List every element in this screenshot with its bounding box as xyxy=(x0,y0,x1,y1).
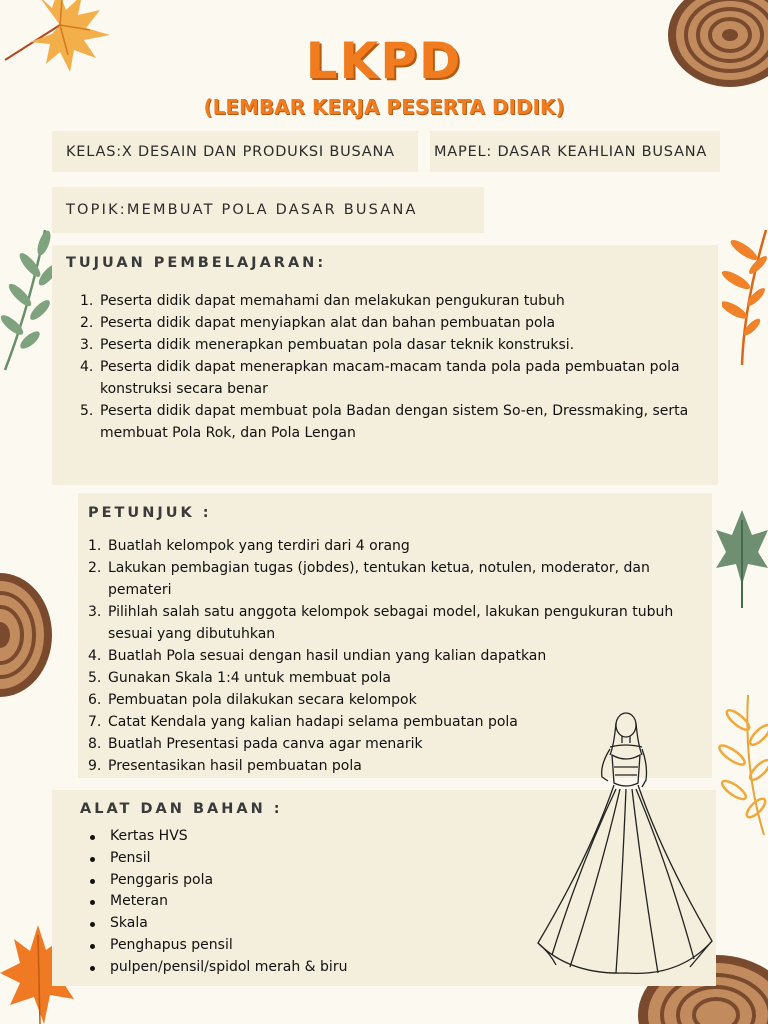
tujuan-section xyxy=(52,245,718,485)
gown-illustration xyxy=(530,705,715,985)
fern-leaf-icon xyxy=(0,225,55,375)
kelas-text: KELAS:X DESAIN DAN PRODUKSI BUSANA xyxy=(66,143,395,160)
list-item: Kertas HVS xyxy=(80,826,716,848)
list-item: 5. Peserta didik dapat membuat pola Badan dengan sistem So-en, Dressmaking, serta membuat Pola Rok, dan Pola Lengan xyxy=(80,403,689,441)
list-item: 9. Presentasikan hasil pembuatan pola xyxy=(88,758,362,774)
page-subtitle: (LEMBAR KERJA PESERTA DIDIK) xyxy=(203,95,565,119)
tujuan-heading: TUJUAN PEMBELAJARAN: xyxy=(66,255,327,271)
page-title: LKPD xyxy=(305,32,463,90)
list-item: Pensil xyxy=(80,848,716,870)
list-item: 4. Peserta didik dapat menerapkan macam-macam tanda pola pada pembuatan pola konstruksi secara benar xyxy=(80,359,680,397)
list-item: 2. Peserta didik dapat menyiapkan alat dan bahan pembuatan pola xyxy=(80,315,556,331)
list-item: 6. Pembuatan pola dilakukan secara kelompok xyxy=(88,692,417,708)
list-item: 1. Buatlah kelompok yang terdiri dari 4 orang xyxy=(88,538,410,554)
mapel-box xyxy=(430,131,720,172)
yellow-fern-icon xyxy=(714,690,768,840)
list-item: 1. Peserta didik dapat memahami dan melakukan pengukuran tubuh xyxy=(80,293,565,309)
list-item: 4. Buatlah Pola sesuai dengan hasil undian yang kalian dapatkan xyxy=(88,648,547,664)
topik-text: TOPIK:MEMBUAT POLA DASAR BUSANA xyxy=(66,202,418,218)
tujuan-list xyxy=(66,290,718,444)
list-item: 5. Gunakan Skala 1:4 untuk membuat pola xyxy=(88,670,391,686)
green-leaf-icon xyxy=(712,500,768,610)
list-item: Penghapus pensil xyxy=(80,935,716,957)
wood-slice-icon xyxy=(0,570,55,700)
orange-fern-icon xyxy=(722,225,768,370)
petunjuk-heading: PETUNJUK : xyxy=(88,505,212,521)
list-item: 3. Pilihlah salah satu anggota kelompok sebagai model, lakukan pengukuran tubuh sesuai yang dibutuhkan xyxy=(88,604,674,642)
topik-box xyxy=(52,187,484,233)
list-item: 8. Buatlah Presentasi pada canva agar menarik xyxy=(88,736,423,752)
alat-heading: ALAT DAN BAHAN : xyxy=(80,801,283,817)
list-item: 7. Catat Kendala yang kalian hadapi selama pembuatan pola xyxy=(88,714,518,730)
mapel-text: MAPEL: DASAR KEAHLIAN BUSANA xyxy=(434,143,708,160)
list-item: 2. Lakukan pembagian tugas (jobdes), tentukan ketua, notulen, moderator, dan pemateri xyxy=(88,560,650,598)
list-item: Skala xyxy=(80,913,716,935)
list-item: 3. Peserta didik menerapkan pembuatan pola dasar teknik konstruksi. xyxy=(80,337,575,353)
list-item: pulpen/pensil/spidol merah & biru xyxy=(80,957,716,979)
list-item: Penggaris pola xyxy=(80,870,716,892)
kelas-box xyxy=(52,131,418,172)
list-item: Meteran xyxy=(80,891,716,913)
